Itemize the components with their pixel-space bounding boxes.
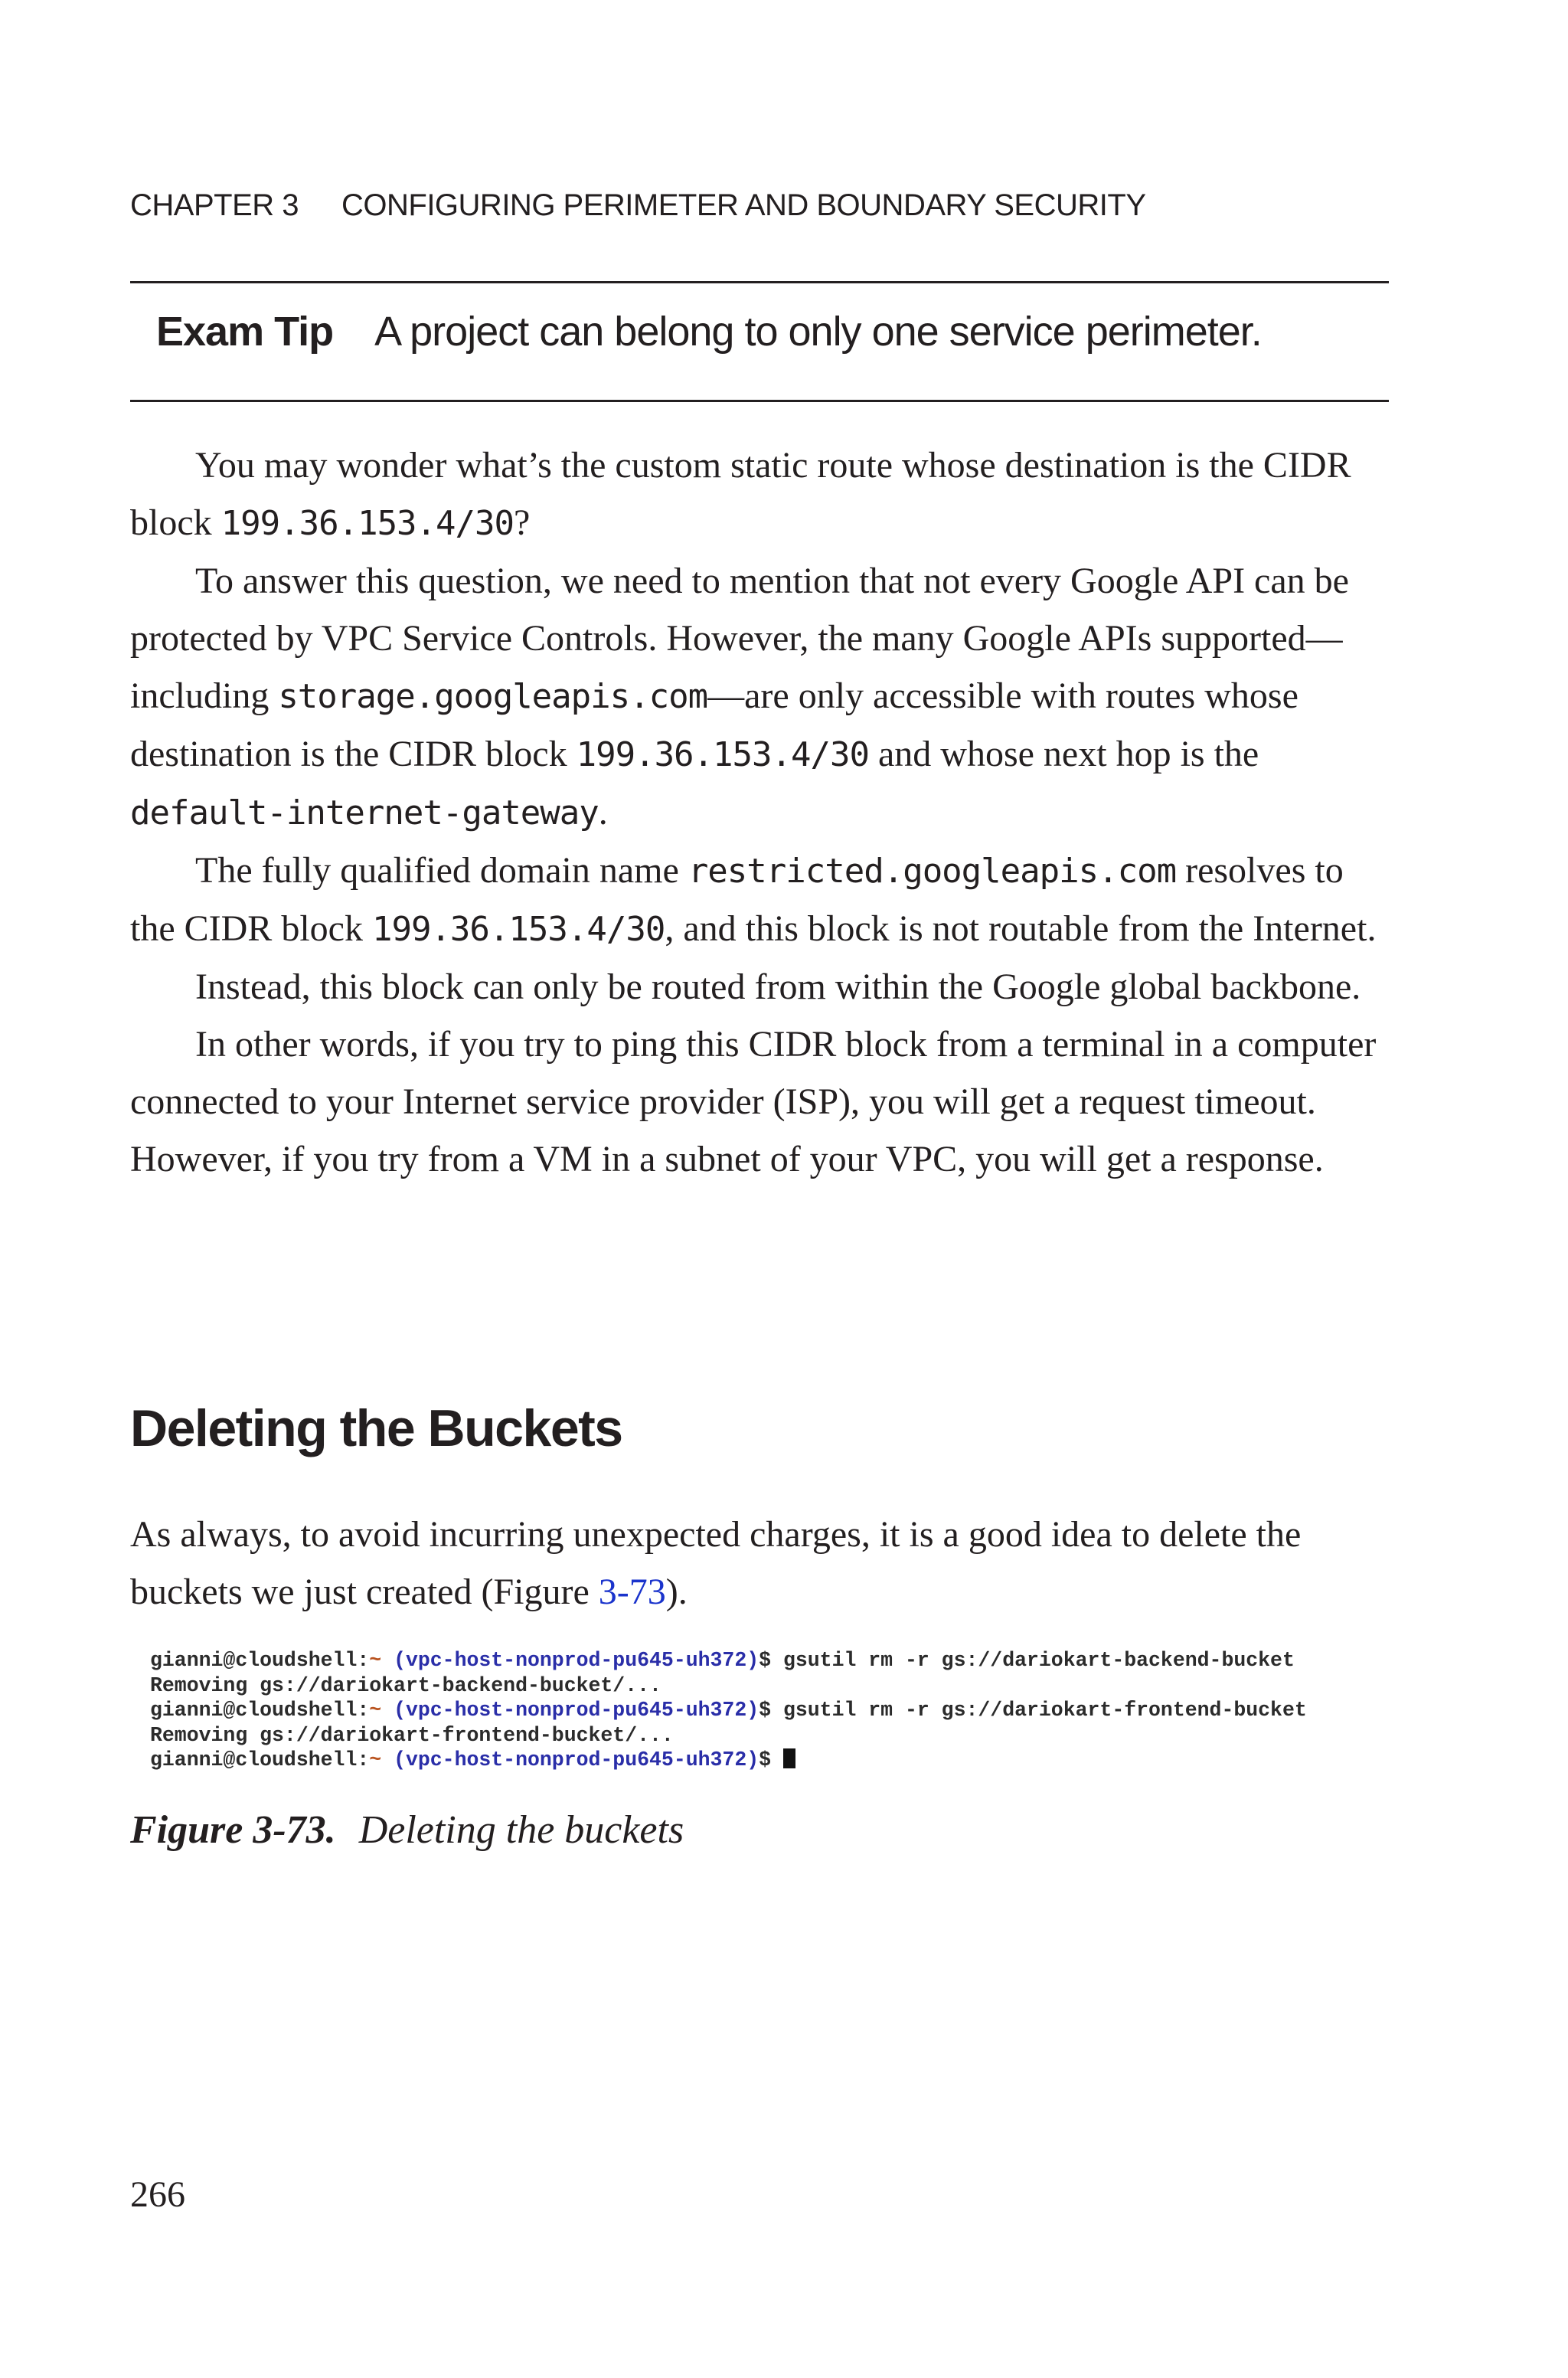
- exam-tip-bottom-rule: [130, 400, 1389, 402]
- text: and whose next hop is the: [868, 734, 1259, 774]
- figure-label: Figure 3-73.: [130, 1808, 336, 1852]
- inline-code: 199.36.153.4/30: [576, 735, 869, 774]
- terminal-command: gsutil rm -r gs://dariokart-frontend-bucket: [782, 1699, 1307, 1722]
- paragraph: [130, 437, 1393, 552]
- terminal-line: [150, 1723, 1307, 1748]
- prompt-project: (vpc-host-nonprod-pu645-uh372): [394, 1699, 760, 1722]
- section-body: [130, 1506, 1393, 1621]
- text: resolves to the CIDR block: [130, 850, 1344, 949]
- page-number: 266: [130, 2174, 185, 2215]
- paragraph: [130, 552, 1393, 842]
- inline-code: restricted.googleapis.com: [688, 852, 1177, 891]
- exam-tip: [156, 308, 1262, 355]
- inline-code: 199.36.153.4/30: [371, 910, 665, 949]
- prompt-user: gianni@cloudshell:: [150, 1748, 370, 1771]
- terminal-line: [150, 1673, 1307, 1699]
- exam-tip-top-rule: [130, 281, 1389, 283]
- running-head: [130, 188, 1146, 223]
- text: The fully qualified domain name: [195, 850, 688, 891]
- text: ?: [514, 502, 531, 543]
- figure-caption-text: Deleting the buckets: [358, 1808, 684, 1852]
- text: Instead, this block can only be routed from within the Google global backbone.: [195, 967, 1361, 1007]
- text: To answer this question, we need to mention that not every Google API can be protected by VPC Service Controls. However, the many Google APIs supported—including: [130, 561, 1349, 716]
- inline-code: 199.36.153.4/30: [220, 504, 514, 543]
- terminal-command: gsutil rm -r gs://dariokart-backend-bucket: [782, 1649, 1295, 1672]
- prompt-tilde: ~: [369, 1699, 382, 1722]
- text: As always, to avoid incurring unexpected charges, it is a good idea to delete the buckets we just created (Figure: [130, 1514, 1302, 1612]
- prompt-dollar: $: [759, 1699, 772, 1722]
- prompt-tilde: ~: [369, 1748, 382, 1771]
- inline-code: default-internet-gateway: [130, 793, 599, 832]
- section-heading: Deleting the Buckets: [130, 1399, 622, 1457]
- terminal-output: Removing gs://dariokart-frontend-bucket/...: [150, 1723, 674, 1747]
- text: .: [598, 792, 608, 832]
- terminal-line: [150, 1698, 1307, 1723]
- paragraph: [130, 958, 1393, 1016]
- text: ).: [665, 1572, 688, 1612]
- terminal-output: Removing gs://dariokart-backend-bucket/...: [150, 1673, 662, 1697]
- paragraph: [130, 1506, 1393, 1621]
- prompt-user: gianni@cloudshell:: [150, 1699, 370, 1722]
- inline-code: storage.googleapis.com: [278, 677, 708, 716]
- figure-caption: [130, 1807, 684, 1853]
- prompt-dollar: $: [759, 1649, 772, 1672]
- prompt-tilde: ~: [369, 1649, 382, 1672]
- figure-reference-link[interactable]: 3-73: [598, 1572, 666, 1612]
- terminal-cursor: [783, 1748, 795, 1768]
- chapter-title: CONFIGURING PERIMETER AND BOUNDARY SECURITY: [341, 188, 1146, 222]
- terminal-screenshot: [150, 1648, 1307, 1773]
- paragraph: [130, 1016, 1393, 1188]
- exam-tip-label: Exam Tip: [156, 309, 334, 355]
- terminal-line: [150, 1748, 1307, 1773]
- text: You may wonder what’s the custom static route whose destination is the CIDR block: [130, 445, 1351, 543]
- exam-tip-text: A project can belong to only one service perimeter.: [374, 309, 1262, 355]
- prompt-dollar: $: [759, 1748, 772, 1771]
- prompt-user: gianni@cloudshell:: [150, 1649, 370, 1672]
- body-text: [130, 437, 1393, 1188]
- prompt-project: (vpc-host-nonprod-pu645-uh372): [394, 1649, 760, 1672]
- text: In other words, if you try to ping this CIDR block from a terminal in a computer connected to your Internet service provider (ISP), you will get a request timeout. However, if you try from a VM in a subnet of your VPC, you will get a response.: [130, 1024, 1377, 1179]
- prompt-project: (vpc-host-nonprod-pu645-uh372): [394, 1748, 760, 1771]
- text: , and this block is not routable from the Internet.: [665, 908, 1377, 949]
- chapter-label: CHAPTER 3: [130, 188, 299, 222]
- paragraph: [130, 842, 1393, 958]
- text: —are only accessible with routes whose destination is the CIDR block: [130, 675, 1298, 774]
- terminal-line: [150, 1648, 1307, 1673]
